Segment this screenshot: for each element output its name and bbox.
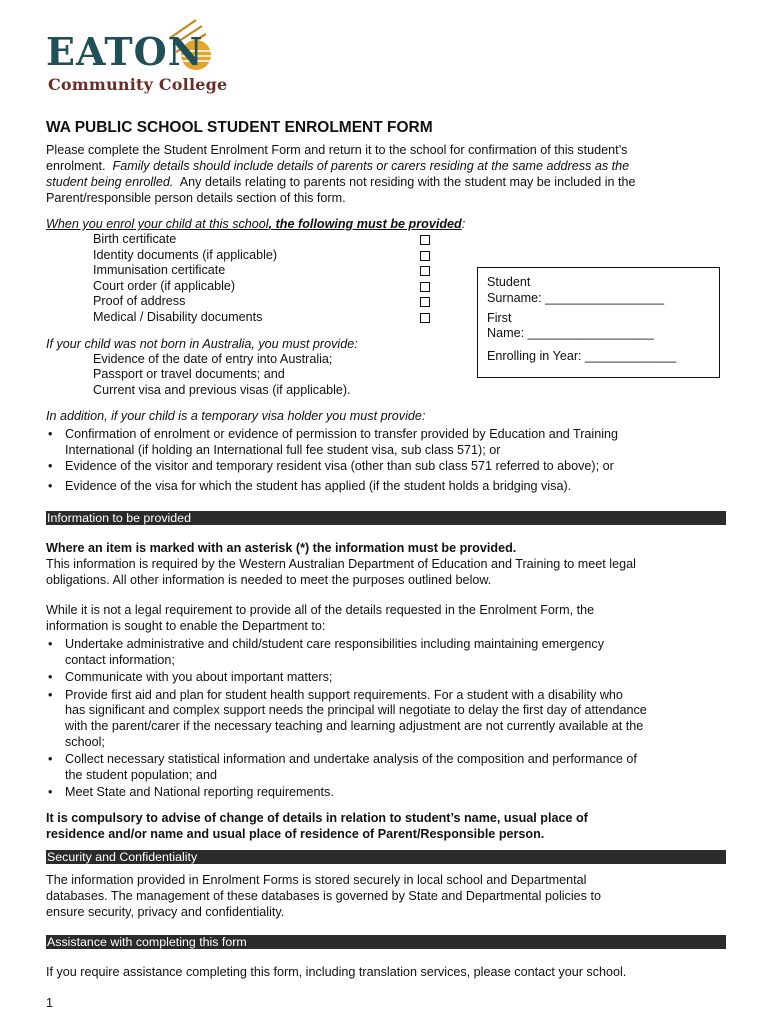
intro-line-3 <box>46 175 636 191</box>
provide-item-birth: Birth certificate <box>93 232 177 246</box>
intro-line-3b: Any details relating to parents not residing with the student may be included in the <box>179 175 636 189</box>
list-item: • Evidence of the visitor and temporary resident visa (other than sub class 571 referred to above); or <box>48 458 614 473</box>
intro-line-2a: enrolment. <box>46 159 106 173</box>
college-logo <box>46 18 246 100</box>
provide-lead: When you enrol your child at this school, the following must be provided: <box>46 217 466 231</box>
info-para-2-line-1: While it is not a legal requirement to provide all of the details requested in the Enrolment Form, the <box>46 603 595 617</box>
list-item: • Communicate with you about important matters; <box>48 670 333 685</box>
checkbox-court[interactable] <box>420 282 430 292</box>
not-born-lead: If your child was not born in Australia, you must provide: <box>46 337 358 351</box>
intro-line-2 <box>46 159 629 175</box>
student-label: Student <box>487 275 531 289</box>
provide-item-court: Court order (if applicable) <box>93 279 236 293</box>
list-item: • Meet State and National reporting requirements. <box>48 785 334 800</box>
info-para-2-line-2: information is sought to enable the Department to: <box>46 619 326 633</box>
checkbox-address[interactable] <box>420 297 430 307</box>
logo-subtitle: Community College <box>48 75 228 94</box>
temp-visa-list <box>46 427 726 495</box>
provide-item-medical: Medical / Disability documents <box>93 310 263 324</box>
section-heading-information: Information to be provided <box>46 511 726 525</box>
security-line-3: ensure security, privacy and confidentiality. <box>46 905 285 919</box>
checkbox-birth[interactable] <box>420 235 430 245</box>
intro-line-2b: Family details should include details of parents or carers residing at the same address as the <box>112 159 630 173</box>
intro-line-1: Please complete the Student Enrolment Form and return it to the school for confirmation of this student’s <box>46 143 628 157</box>
temp-visa-lead: In addition, if your child is a temporary visa holder you must provide: <box>46 409 426 423</box>
purpose-list <box>46 637 726 801</box>
info-para-1-line-1: This information is required by the Western Australian Department of Education and Training to meet legal <box>46 557 636 571</box>
list-item: • Confirmation of enrolment or evidence of permission to transfer provided by Education and Training International (if holding an International full fee student visa, sub class 571); or <box>48 427 619 457</box>
enrolling-year-field[interactable]: Enrolling in Year: _____________ <box>487 349 677 363</box>
student-details-box <box>477 267 720 378</box>
checkbox-medical[interactable] <box>420 313 430 323</box>
checkbox-immunisation[interactable] <box>420 266 430 276</box>
first-label: First <box>487 311 512 325</box>
list-item: • Collect necessary statistical information and undertake analysis of the composition and performance of the student population; and <box>48 752 637 782</box>
security-line-2: databases. The management of these databases is governed by State and Departmental policies to <box>46 889 601 903</box>
security-line-1: The information provided in Enrolment Forms is stored securely in local school and Departmental <box>46 873 587 887</box>
page-number: 1 <box>46 996 54 1010</box>
first-name-field[interactable]: Name: __________________ <box>487 326 654 340</box>
compulsory-line-2: residence and/or name and usual place of residence of Parent/Responsible person. <box>46 827 545 841</box>
list-item: • Undertake administrative and child/student care responsibilities including maintaining emergency contact information; <box>48 637 605 667</box>
section-heading-assistance: Assistance with completing this form <box>46 935 726 949</box>
not-born-item-visa: Current visa and previous visas (if applicable). <box>93 383 351 397</box>
not-born-item-passport: Passport or travel documents; and <box>93 367 285 381</box>
section-heading-security: Security and Confidentiality <box>46 850 726 864</box>
not-born-item-entry: Evidence of the date of entry into Australia; <box>93 352 333 366</box>
checkbox-identity[interactable] <box>420 251 430 261</box>
page-title: WA PUBLIC SCHOOL STUDENT ENROLMENT FORM <box>46 119 433 136</box>
info-para-1-line-2: obligations. All other information is needed to meet the purposes outlined below. <box>46 573 492 587</box>
asterisk-note: Where an item is marked with an asterisk (*) the information must be provided. <box>46 541 517 555</box>
intro-line-3a: student being enrolled. <box>46 175 174 189</box>
surname-field[interactable]: Surname: _________________ <box>487 291 665 305</box>
list-item: • Provide first aid and plan for student health support requirements. For a student with a disability who has significant and complex support needs the principal will negotiate to delay the first day of attendance with the parent/carer if the necessary teaching and learning adjustment are not currently available at the school; <box>48 687 647 749</box>
assistance-line: If you require assistance completing this form, including translation services, please contact your school. <box>46 965 627 979</box>
provide-item-identity: Identity documents (if applicable) <box>93 248 278 262</box>
provide-item-address: Proof of address <box>93 294 186 308</box>
list-item: • Evidence of the visa for which the student has applied (if the student holds a bridging visa). <box>48 479 572 494</box>
logo-wordmark: EATON <box>46 29 204 74</box>
provide-item-immunisation: Immunisation certificate <box>93 263 226 277</box>
compulsory-line-1: It is compulsory to advise of change of details in relation to student’s name, usual place of <box>46 811 588 825</box>
intro-line-4: Parent/responsible person details section of this form. <box>46 191 346 205</box>
